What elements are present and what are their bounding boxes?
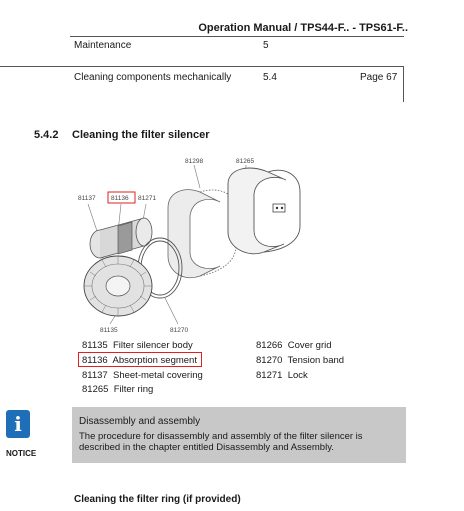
legend-highlight-box [78,352,202,367]
callout-81265: 81265 [236,158,255,165]
document-title: Operation Manual / TPS44-F.. - TPS61-F.. [198,22,408,34]
info-icon: i [6,410,30,438]
notice-body: The procedure for disassembly and assembly of the filter silencer is described in the chapter entitled Disassembly and Assembly. [79,431,363,453]
legend-right-1: 81266 Cover grid [256,340,332,351]
header-rule-right [403,66,404,102]
callout-81135: 81135 [100,327,118,334]
notice-label: NOTICE [6,449,37,458]
section-heading-title: Cleaning the filter silencer [72,129,210,141]
section-heading-number: 5.4.2 [34,129,59,141]
legend-left-2: 81136 Absorption segment [82,355,197,366]
callout-81298: 81298 [185,158,204,165]
section-heading [34,129,210,141]
filter-silencer-drawing [60,148,320,338]
notice-title: Disassembly and assembly [79,416,201,427]
page-number: Page 67 [360,72,398,83]
chapter-label: Maintenance [74,40,132,51]
cover-grid-ring [168,190,236,278]
filter-ring [228,168,300,254]
legend-left-4: 81265 Filter ring [82,384,154,395]
chapter-number: 5 [263,40,269,51]
legend-right-2: 81270 Tension band [256,355,345,366]
next-subheading: Cleaning the filter ring (if provided) [74,494,241,505]
callout-81137: 81137 [78,195,96,202]
absorption-segment [90,218,152,258]
legend-left-1: 81135 Filter silencer body [82,340,193,351]
callout-81271: 81271 [138,195,157,202]
header-rule-middle [0,66,404,67]
header-rule-top [70,36,404,37]
section-number: 5.4 [263,72,277,83]
filter-silencer-body [84,256,152,316]
callout-81270: 81270 [170,327,189,334]
legend-right-3: 81271 Lock [256,370,308,381]
legend-left-3: 81137 Sheet-metal covering [82,370,203,381]
section-label: Cleaning components mechanically [74,72,232,83]
callout-81136: 81136 [111,195,129,202]
